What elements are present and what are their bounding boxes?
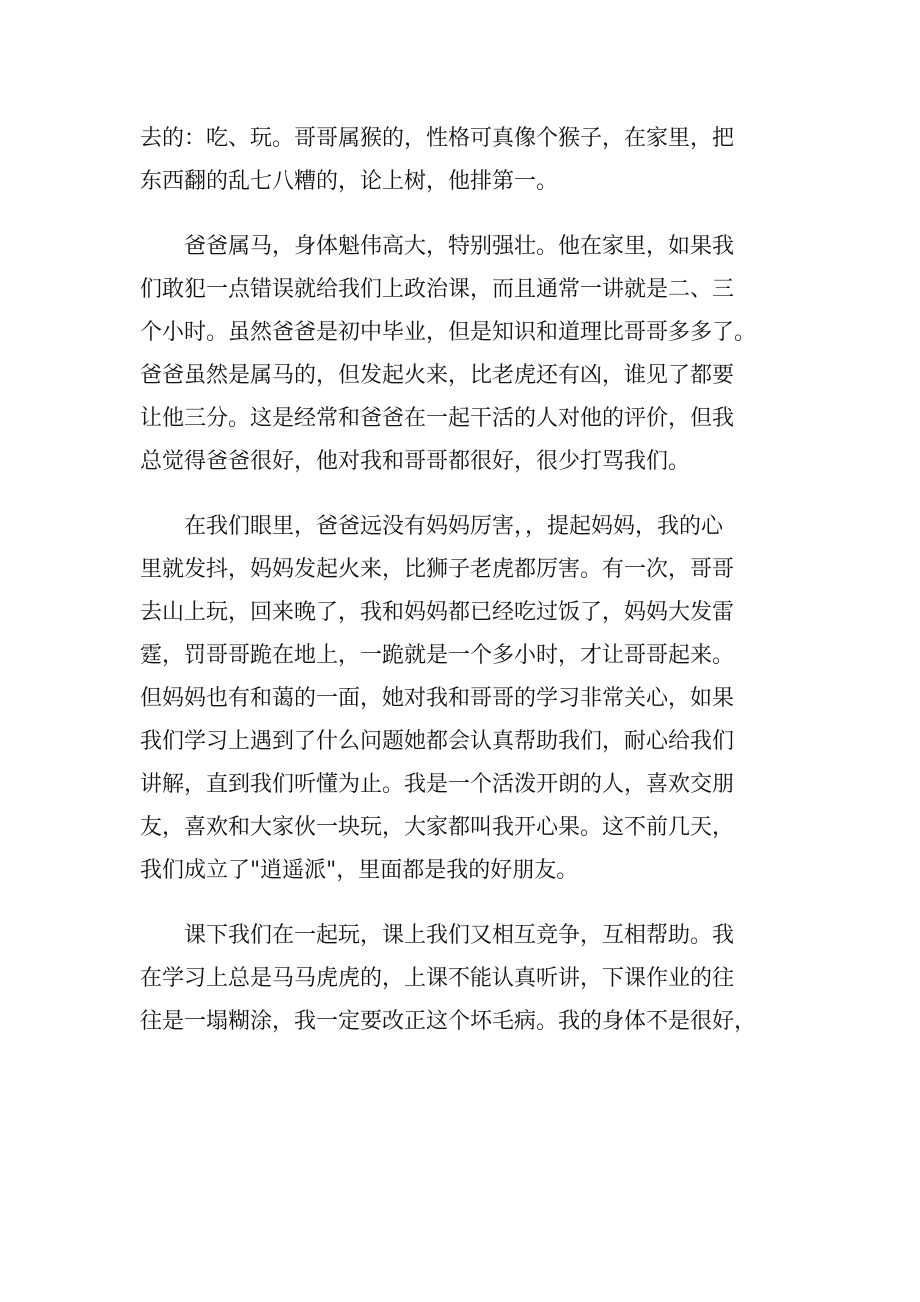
text-line: 在学习上总是马马虎虎的，上课不能认真听讲，下课作业的往 — [140, 966, 735, 991]
text-line: 个小时。虽然爸爸是初中毕业，但是知识和道理比哥哥多多了。 — [140, 320, 757, 345]
paragraph-2 — [140, 225, 790, 483]
text-line: 我们成立了"逍遥派"，里面都是我的好朋友。 — [140, 858, 579, 883]
text-line: 在我们眼里，爸爸远没有妈妈厉害，，提起妈妈，我的心 — [140, 514, 724, 539]
text-line: 爸爸虽然是属马的，但发起火来，比老虎还有凶，谁见了都要 — [140, 363, 735, 388]
text-line: 去的：吃、玩。哥哥属猴的，性格可真像个猴子，在家里，把 — [140, 126, 735, 151]
text-line: 但妈妈也有和蔼的一面，她对我和哥哥的学习非常关心，如果 — [140, 686, 735, 711]
text-line: 里就发抖，妈妈发起火来，比狮子老虎都厉害。有一次，哥哥 — [140, 557, 735, 582]
text-line: 我们学习上遇到了什么问题她都会认真帮助我们，耐心给我们 — [140, 729, 735, 754]
body-text — [140, 117, 790, 1043]
paragraph-3 — [140, 505, 790, 892]
paragraph-1 — [140, 117, 790, 203]
text-line: 去山上玩，回来晚了，我和妈妈都已经吃过饭了，妈妈大发雷 — [140, 600, 735, 625]
text-line: 总觉得爸爸很好，他对我和哥哥都很好，很少打骂我们。 — [140, 449, 691, 474]
text-line: 东西翻的乱七八糟的，论上树，他排第一。 — [140, 169, 559, 194]
text-line: 往是一塌糊涂，我一定要改正这个坏毛病。我的身体不是很好， — [140, 1009, 757, 1034]
text-line: 爸爸属马，身体魁伟高大，特别强壮。他在家里，如果我 — [140, 234, 735, 259]
text-line: 让他三分。这是经常和爸爸在一起干活的人对他的评价，但我 — [140, 406, 735, 431]
text-line: 友，喜欢和大家伙一块玩，大家都叫我开心果。这不前几天， — [140, 815, 735, 840]
text-line: 们敢犯一点错误就给我们上政治课，而且通常一讲就是二、三 — [140, 277, 735, 302]
text-line: 讲解，直到我们听懂为止。我是一个活泼开朗的人，喜欢交朋 — [140, 772, 735, 797]
paragraph-4 — [140, 914, 790, 1043]
text-line: 霆，罚哥哥跪在地上，一跪就是一个多小时，才让哥哥起来。 — [140, 643, 735, 668]
text-line: 课下我们在一起玩，课上我们又相互竞争，互相帮助。我 — [140, 923, 735, 948]
